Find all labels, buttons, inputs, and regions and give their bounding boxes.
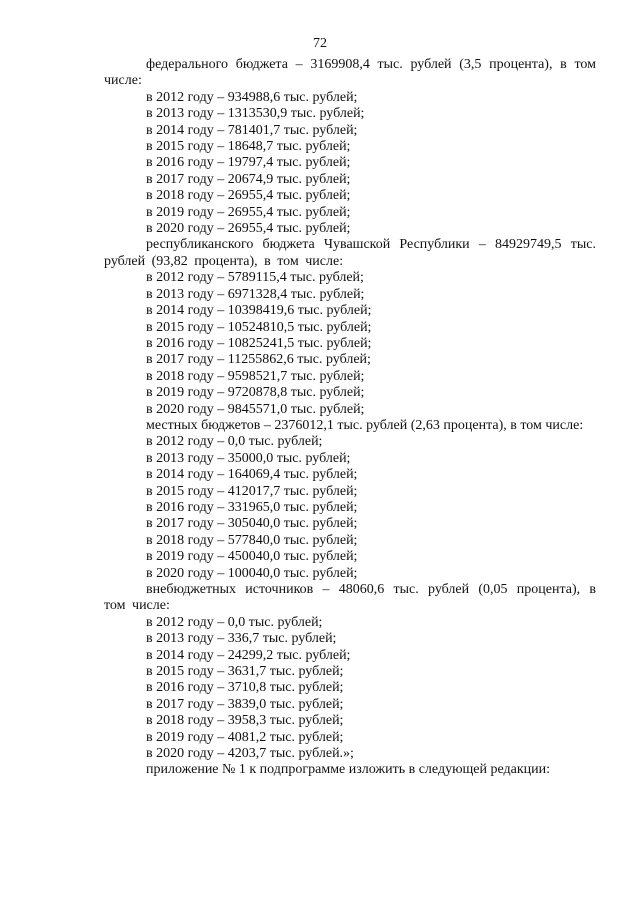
republic-year-line: в 2020 году – 9845571,0 тыс. рублей; (146, 401, 365, 417)
local-budget-years (104, 434, 596, 582)
local-year-line: в 2013 году – 35000,0 тыс. рублей; (146, 450, 351, 466)
federal-year-line: в 2020 году – 26955,4 тыс. рублей; (146, 221, 351, 237)
republic-year-line: в 2013 году – 6971328,4 тыс. рублей; (146, 286, 365, 302)
republic-year-line: в 2016 году – 10825241,5 тыс. рублей; (146, 335, 372, 351)
federal-year-line: в 2017 году – 20674,9 тыс. рублей; (146, 171, 351, 187)
local-year-line: в 2017 году – 305040,0 тыс. рублей; (146, 516, 358, 532)
local-year-line: в 2015 году – 412017,7 тыс. рублей; (146, 483, 358, 499)
federal-year-line: в 2015 году – 18648,7 тыс. рублей; (146, 139, 351, 155)
extrabudgetary-year-line: в 2014 году – 24299,2 тыс. рублей; (146, 647, 351, 663)
local-year-line: в 2012 году – 0,0 тыс. рублей; (146, 434, 323, 450)
federal-budget-paragraph: федерального бюджета – 3169908,4 тыс. рублей (3,5 процента), в том числе: (104, 57, 596, 89)
federal-year-line: в 2013 году – 1313530,9 тыс. рублей; (146, 106, 365, 122)
closing-paragraph: приложение № 1 к подпрограмме изложить в следующей редакции: (146, 762, 551, 778)
republic-year-line: в 2015 году – 10524810,5 тыс. рублей; (146, 319, 372, 335)
extrabudgetary-year-line: в 2013 году – 336,7 тыс. рублей; (146, 631, 337, 647)
republic-year-line: в 2017 году – 11255862,6 тыс. рублей; (146, 352, 371, 368)
extrabudgetary-year-line: в 2018 году – 3958,3 тыс. рублей; (146, 713, 344, 729)
extrabudgetary-paragraph: внебюджетных источников – 48060,6 тыс. рублей (0,05 процента), в том числе: (104, 582, 596, 614)
extrabudgetary-year-line: в 2019 году – 4081,2 тыс. рублей; (146, 729, 344, 745)
local-budget-paragraph: местных бюджетов – 2376012,1 тыс. рублей (2,63 процента), в том числе: (146, 417, 584, 433)
republic-year-line: в 2012 году – 5789115,4 тыс. рублей; (146, 270, 364, 286)
extrabudgetary-year-line: в 2012 году – 0,0 тыс. рублей; (146, 614, 323, 630)
local-year-line: в 2014 году – 164069,4 тыс. рублей; (146, 467, 358, 483)
federal-year-line: в 2014 году – 781401,7 тыс. рублей; (146, 122, 358, 138)
federal-budget-years (104, 90, 596, 238)
republic-year-line: в 2019 году – 9720878,8 тыс. рублей; (146, 385, 365, 401)
federal-year-line: в 2012 году – 934988,6 тыс. рублей; (146, 89, 358, 105)
document-body (104, 57, 596, 779)
local-year-line: в 2019 году – 450040,0 тыс. рублей; (146, 549, 358, 565)
extrabudgetary-year-line: в 2020 году – 4203,7 тыс. рублей.»; (146, 746, 354, 762)
republic-budget-paragraph: республиканского бюджета Чувашской Республики – 84929749,5 тыс. рублей (93,82 процента), в том числе: (104, 237, 596, 269)
republic-year-line: в 2014 году – 10398419,6 тыс. рублей; (146, 303, 372, 319)
local-year-line: в 2020 году – 100040,0 тыс. рублей; (146, 565, 358, 581)
local-year-line: в 2016 году – 331965,0 тыс. рублей; (146, 499, 358, 515)
federal-year-line: в 2016 году – 19797,4 тыс. рублей; (146, 155, 351, 171)
page-number: 72 (313, 36, 327, 51)
extrabudgetary-year-line: в 2016 году – 3710,8 тыс. рублей; (146, 680, 344, 696)
republic-year-line: в 2018 году – 9598521,7 тыс. рублей; (146, 368, 365, 384)
local-year-line: в 2018 году – 577840,0 тыс. рублей; (146, 532, 358, 548)
extrabudgetary-year-line: в 2017 году – 3839,0 тыс. рублей; (146, 696, 344, 712)
federal-year-line: в 2018 году – 26955,4 тыс. рублей; (146, 188, 351, 204)
extrabudgetary-years (104, 615, 596, 763)
federal-year-line: в 2019 году – 26955,4 тыс. рублей; (146, 204, 351, 220)
republic-budget-years (104, 270, 596, 418)
extrabudgetary-year-line: в 2015 году – 3631,7 тыс. рублей; (146, 664, 344, 680)
